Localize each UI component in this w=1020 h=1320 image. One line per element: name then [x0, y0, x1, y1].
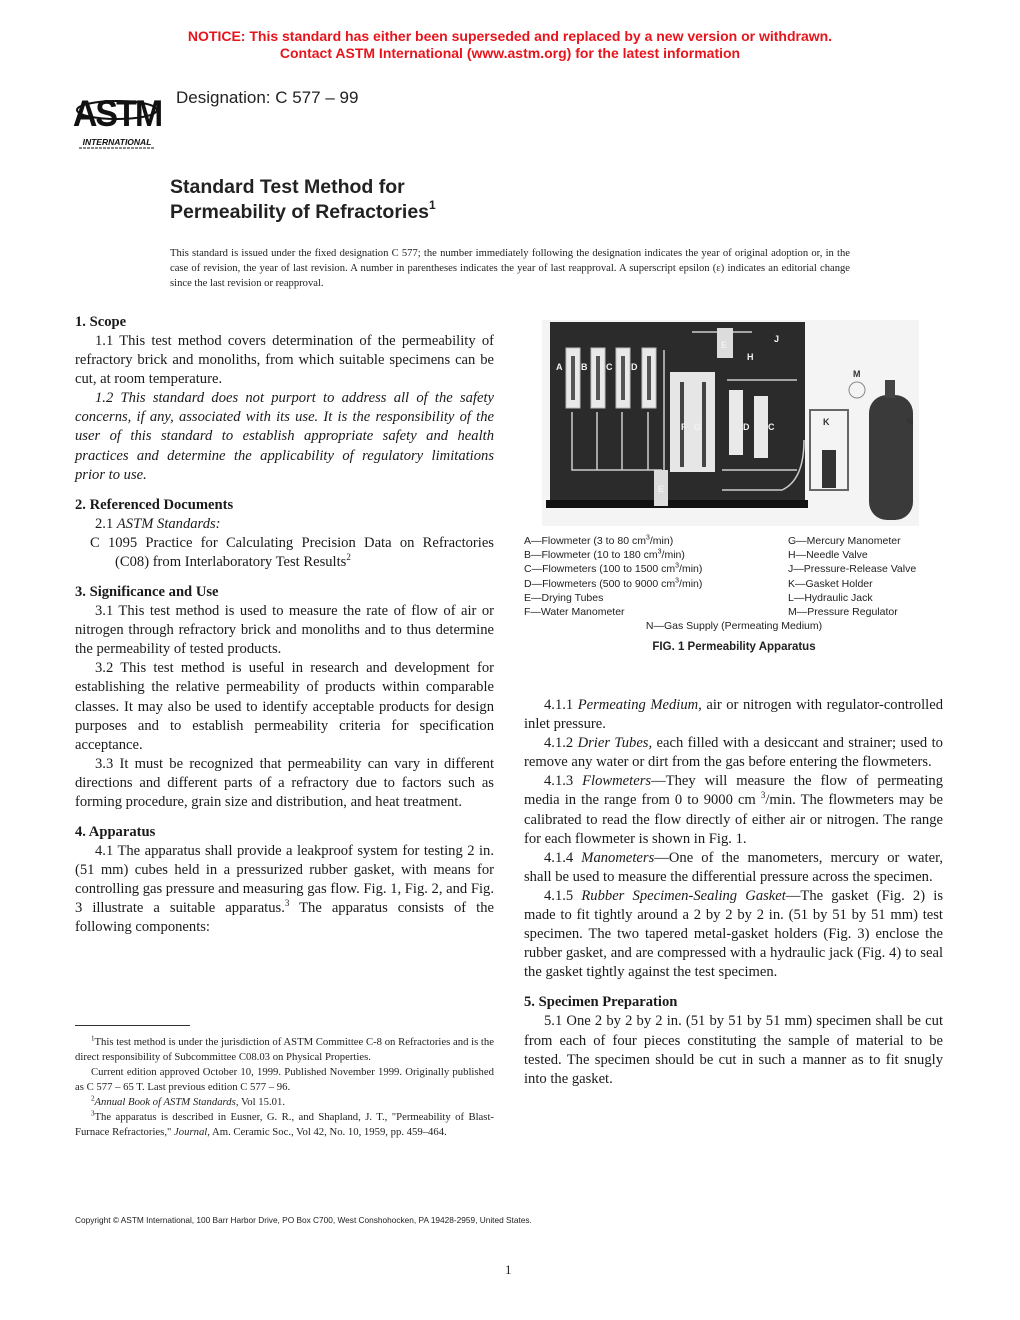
paragraph-4-1-3: 4.1.3 Flowmeters—They will measure the flow of permeating media in the range from 0 to 9000 cm $^3$/min. The flowmeters may be calibrated to read the flow directly of either air or nitrogen. The range for each flowmeter is shown in Fig. 1.: [524, 773, 943, 847]
footnote-1: $^1$This test method is under the jurisdiction of ASTM Committee C-8 on Refractories and is the direct responsibility of Subcommittee C08.03 on Physical Properties.: [75, 1034, 494, 1063]
svg-text:M: M: [853, 369, 861, 379]
legend-item-a: A—Flowmeter (3 to 80 $cm^3/\min$): [524, 534, 674, 547]
footnote-divider: [75, 1025, 190, 1026]
paragraph-4-1-2: 4.1.2 Drier Tubes, each filled with a desiccant and strainer; used to remove any water or dirt from the gas before entering the flowmeters.: [524, 735, 943, 771]
page-number: 1: [505, 1262, 512, 1277]
footnote-marker-3[interactable]: 3: [284, 898, 290, 909]
svg-text:K: K: [823, 417, 830, 427]
legend-item-b: B—Flowmeter (10 to 180 $cm^3/\min$): [524, 548, 685, 562]
paragraph-3-1: 3.1 This test method is used to measure the rate of flow of air or nitrogen through refractory brick and monoliths and to thus determine the permeability of tested products.: [75, 603, 494, 658]
title-footnote-marker[interactable]: 1: [429, 198, 436, 212]
legend-item-c: C—Flowmeters (100 to 1500 $cm^3/\min$): [524, 562, 703, 576]
section-heading-apparatus: 4. Apparatus: [75, 824, 156, 841]
legend-right-column: [788, 534, 916, 619]
legend-item-e: E—Drying Tubes: [524, 591, 604, 604]
legend-item-l: L—Hydraulic Jack: [788, 591, 873, 604]
paragraph-2-1: 2.1 ASTM Standards:: [95, 515, 221, 532]
svg-text:H: H: [747, 352, 754, 362]
legend-item-g: G—Mercury Manometer: [788, 535, 901, 547]
paragraph-3-3: 3.3 It must be recognized that permeability can vary in different directions and different parts of a refractory due to factors such as forming procedure, grain size and distribution, and heat treatment.: [75, 755, 494, 810]
legend-item-j: J—Pressure-Release Valve: [788, 563, 917, 576]
paragraph-4-1-1: 4.1.1 Permeating Medium, air or nitrogen with regulator-controlled inlet pressure.: [524, 697, 943, 733]
paragraph-1-2: 1.2 This standard does not purport to address all of the safety concerns, if any, associated with its use. It is the responsibility of the user of this standard to establish appropriate safety and health practices and determine the applicability of regulatory limitations prior to use.: [75, 390, 494, 483]
svg-text:ASTM: ASTM: [73, 92, 161, 135]
legend-item-f: F—Water Manometer: [524, 606, 625, 619]
title-line-2: Permeability of Refractories: [170, 201, 430, 223]
svg-text:E: E: [721, 340, 728, 350]
section-heading-specimen-preparation: 5. Specimen Preparation: [524, 994, 678, 1011]
footnote-marker-2[interactable]: 2: [346, 552, 351, 563]
reference-c1095: C 1095 Practice for Calculating Precision Data on Refractories (C08) from Interlaboratory Test Results$^2$: [90, 534, 494, 570]
footnotes: [75, 1035, 494, 1140]
right-column: [524, 696, 943, 1089]
section-heading-significance: 3. Significance and Use: [75, 584, 219, 601]
copyright-notice: Copyright © ASTM International, 100 Barr Harbor Drive, PO Box C700, West Conshohocken, PA 19428-2959, United States.: [75, 1215, 532, 1225]
legend-item-h: H—Needle Valve: [788, 549, 868, 562]
figure-1-caption: FIG. 1 Permeability Apparatus: [652, 641, 816, 653]
section-heading-scope: 1. Scope: [75, 314, 127, 330]
astm-international-logo-icon: [73, 80, 161, 150]
svg-text:A: A: [556, 362, 563, 372]
paragraph-4-1-5: 4.1.5 Rubber Specimen-Sealing Gasket—The gasket (Fig. 2) is made to fit tightly around a 2 by 2 by 2 in. (51 by 51 by 51 mm) test specimen. The two tapered metal-gasket holders (Fig. 3) enclose the rubber gasket, and are compressed with a hydraulic jack (Fig. 4) to seal the gasket tightly against the test specimen.: [524, 887, 943, 981]
svg-text:D: D: [631, 362, 638, 372]
legend-left-column: [524, 534, 702, 619]
svg-text:F: F: [681, 422, 687, 432]
designation: Designation: C 577 – 99: [176, 88, 359, 107]
legend-item-d: D—Flowmeters (500 to 9000 $cm^3/\min$): [524, 577, 703, 590]
title-line-1: Standard Test Method for: [170, 176, 405, 198]
notice-line-2: Contact ASTM International (www.astm.org) for the latest information: [279, 45, 741, 61]
paragraph-1-1: 1.1 This test method covers determination of the permeability of refractory brick and monoliths, from which suitable specimens can be cut, at room temperature.: [75, 333, 494, 388]
legend-item-k: K—Gasket Holder: [788, 577, 873, 590]
footnote-2: $^2$Annual Book of ASTM Standards, Vol 15.01.: [91, 1094, 286, 1108]
svg-text:B: B: [581, 362, 588, 372]
svg-text:E: E: [658, 484, 665, 494]
footnote-1-edition: Current edition approved October 10, 1999. Published November 1999. Originally published as C 577 – 65 T. Last previous edition C 577 – 96.: [75, 1066, 494, 1093]
figure-1-apparatus-photo: [542, 320, 919, 526]
document-title: [170, 175, 436, 225]
svg-text:INTERNATIONAL: INTERNATIONAL: [82, 137, 152, 147]
legend-item-n: N—Gas Supply (Permeating Medium): [645, 620, 823, 632]
paragraph-4-1: 4.1 The apparatus shall provide a leakproof system for testing 2 in. (51 mm) cubes held in a pressurized rubber gasket, with means for controlling gas pressure and measuring gas flow. Fig. 1, Fig. 2, and Fig. 3 illustrate a suitable apparatus.$^3$ The apparatus consists of the following components:: [75, 843, 495, 936]
paragraph-4-1-4: 4.1.4 Manometers—One of the manometers, mercury or water, shall be used to measure the differential pressure across the specimen.: [524, 849, 943, 885]
notice-line-1: NOTICE: This standard has either been superseded and replaced by a new version or withdrawn.: [187, 28, 833, 44]
svg-text:J: J: [774, 334, 780, 344]
paragraph-3-2: 3.2 This test method is useful in research and development for establishing the relative permeability of products within comparable classes. It may also be used to identify acceptable products for design purposes and to establish permeability criteria for specification acceptance.: [75, 660, 494, 753]
left-column: [75, 313, 494, 938]
supersession-notice: [0, 28, 1020, 62]
svg-text:C: C: [606, 362, 613, 372]
svg-text:N: N: [907, 417, 914, 427]
paragraph-5-1: 5.1 One 2 by 2 by 2 in. (51 by 51 by 51 mm) specimen shall be cut from each of four pieces constituting the sample of material to be tested. The specimen should be cut in such a manner as to fit snugly into the gasket.: [524, 1013, 943, 1087]
svg-text:G: G: [694, 422, 702, 432]
section-heading-referenced-documents: 2. Referenced Documents: [75, 496, 234, 513]
svg-text:D: D: [743, 422, 750, 432]
footnote-3: $^3$The apparatus is described in Eusner, G. R., and Shapland, J. T., "Permeability of Blast-Furnace Refractories," Journal, Am. Ceramic Soc., Vol 42, No. 10, 1959, pp. 459–464.: [75, 1109, 494, 1138]
issuance-note: This standard is issued under the fixed designation C 577; the number immediately following the designation indicates the year of original adoption or, in the case of revision, the year of last revision. A number in parentheses indicates the year of last reapproval. A superscript epsilon (ε) indicates an editorial change since the last revision or reapproval.: [170, 248, 850, 289]
svg-text:C: C: [768, 422, 775, 432]
legend-item-m: M—Pressure Regulator: [788, 606, 898, 619]
